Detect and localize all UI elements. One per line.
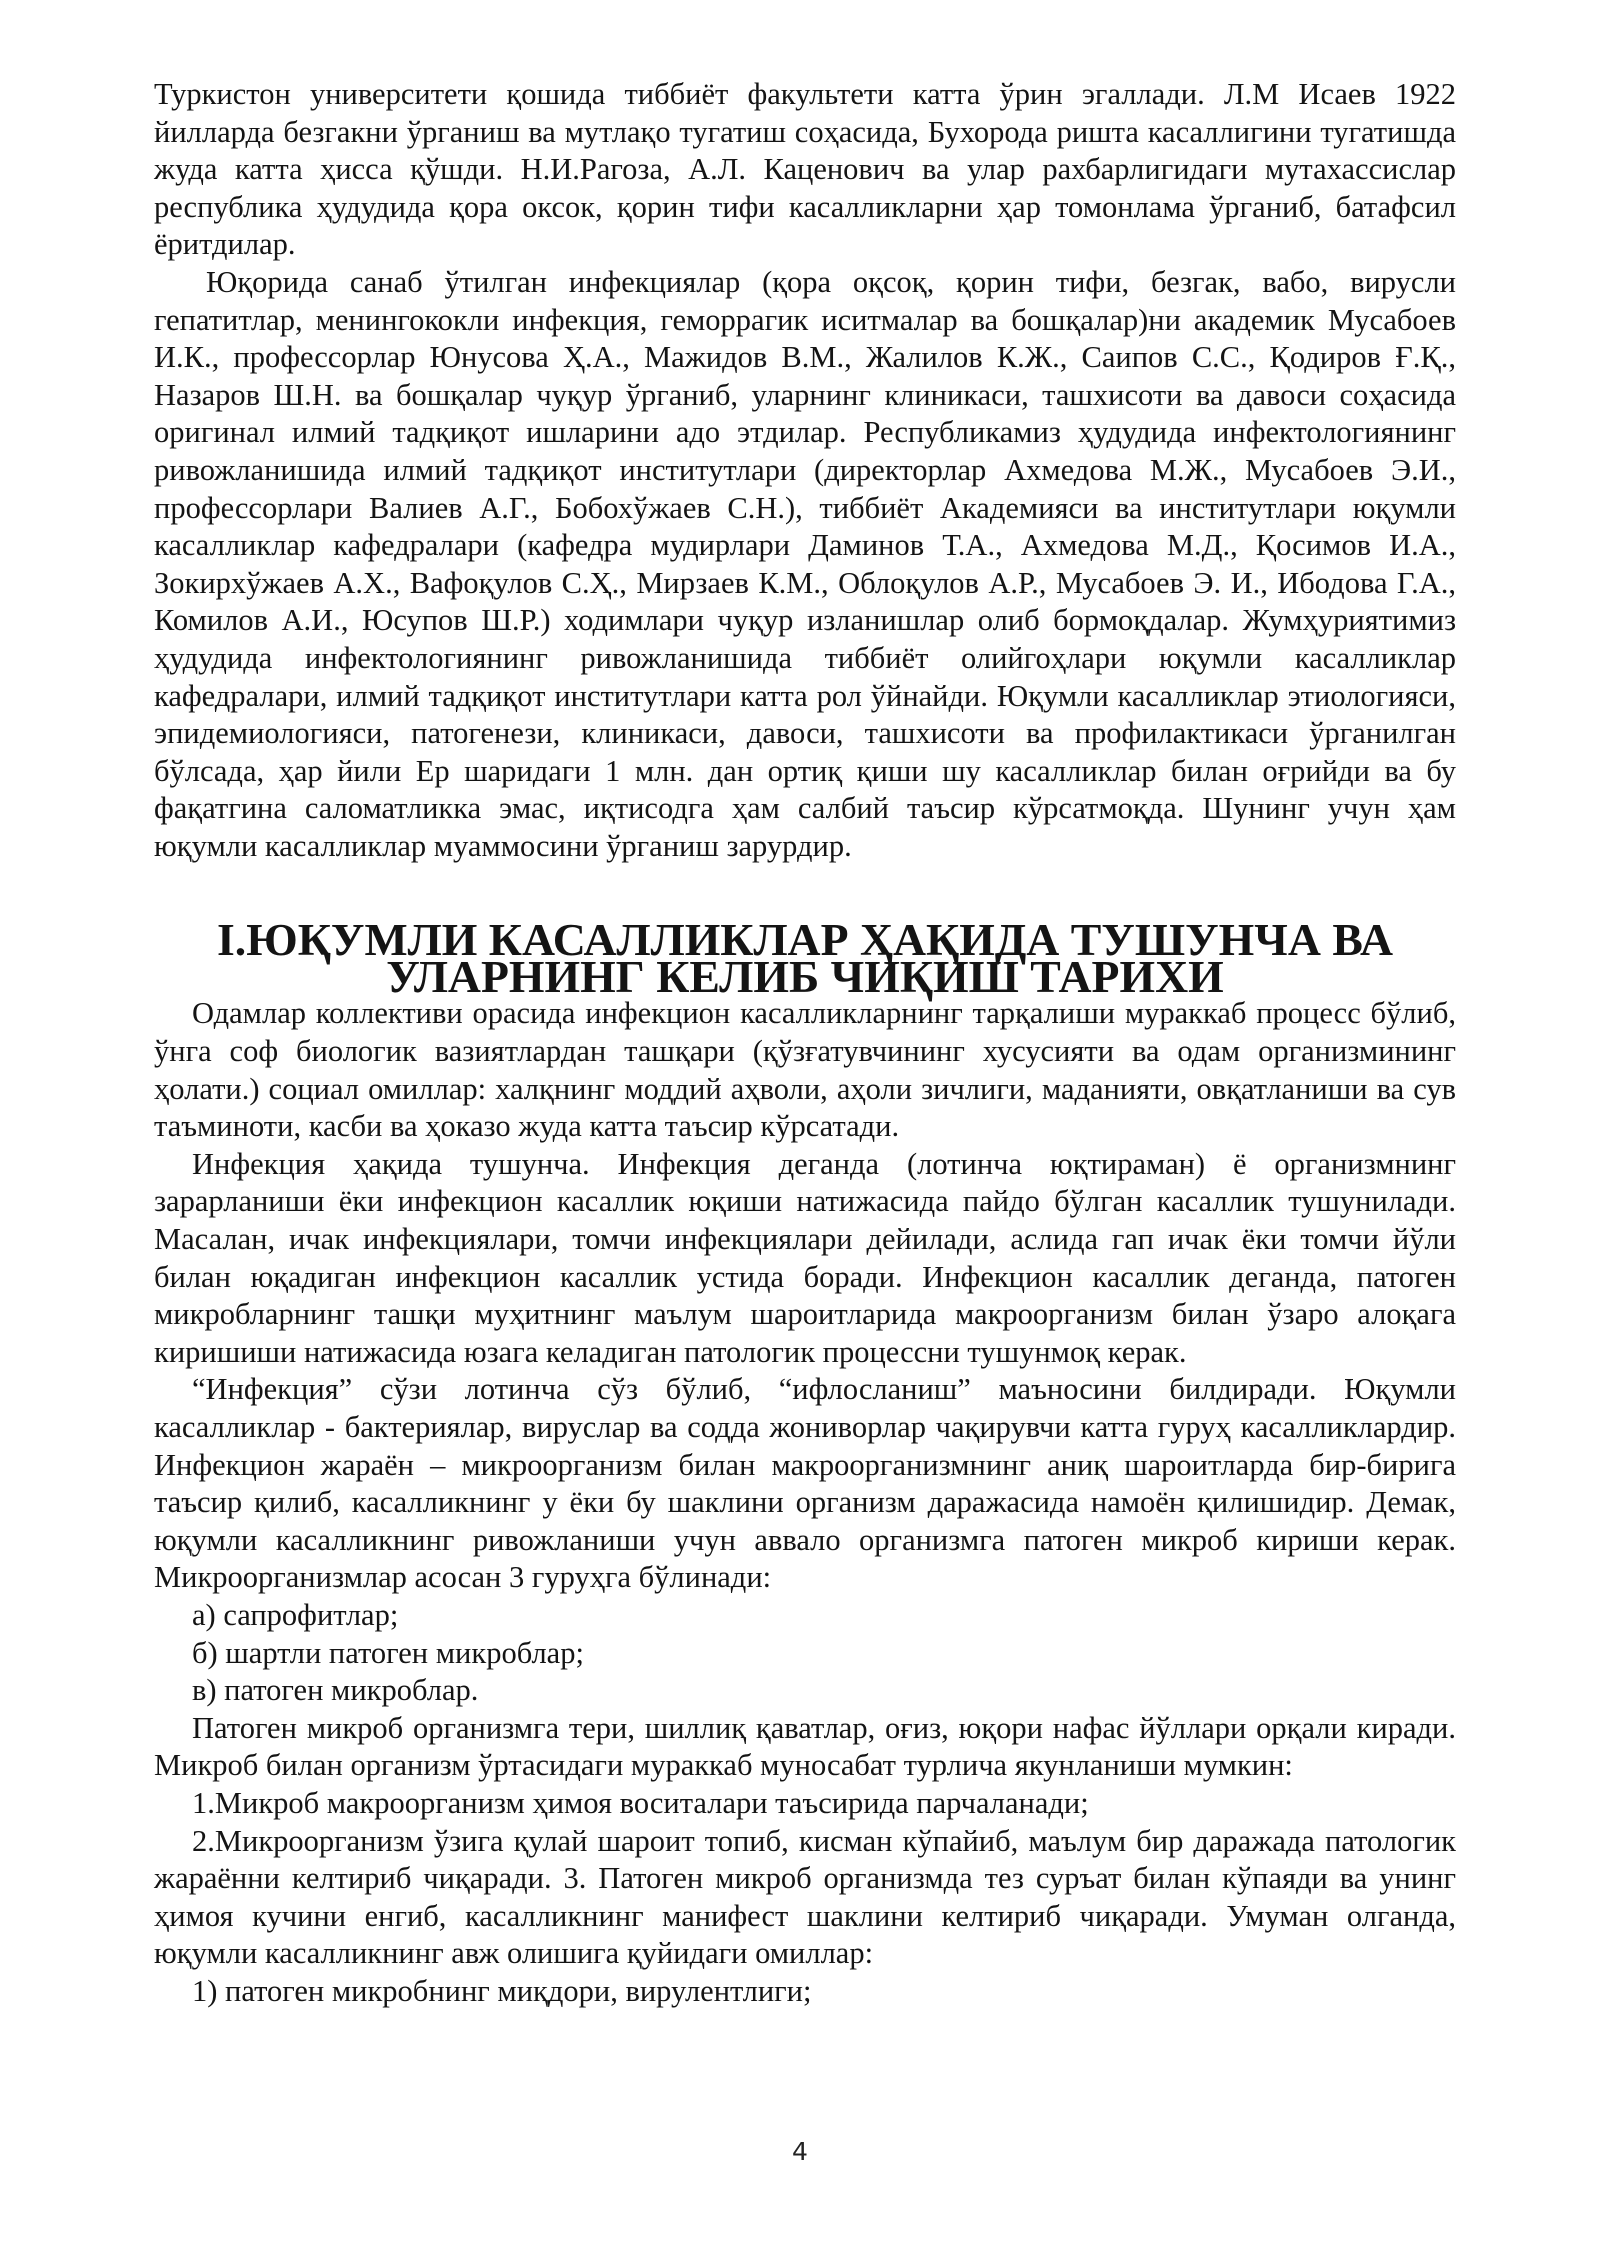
list-item-factor-1: 1) патоген микробнинг миқдори, вирулентлиги;: [192, 1973, 812, 2008]
paragraph-social-factors: Одамлар коллективи орасида инфекцион касалликларнинг тарқалиши мураккаб процесс бўлиб, ўнга соф биологик вазиятлардан ташқари (қўзғатувчининг хусусияти ва одам организмининг ҳолати.) социал омиллар: халқнинг моддий аҳволи, аҳоли зичлиги, маданияти, овқатланиши ва сув таъминоти, касби ва ҳоказо жуда катта таъсир кўрсатади.: [154, 996, 1456, 1144]
list-item-saprophytes: а) сапрофитлар;: [192, 1597, 399, 1632]
list-item-conditional-pathogens: б) шартли патоген микроблар;: [192, 1635, 584, 1670]
paragraph-entry-routes: Патоген микроб организмга тери, шиллиқ қаватлар, оғиз, юқори нафас йўллари орқали киради. Микроб билан организм ўртасидаги мураккаб муносабат турлича якунланиши мумкин:: [154, 1710, 1456, 1783]
page-number: 4: [792, 2137, 808, 2166]
paragraph-outcome-2: 2.Микроорганизм ўзига қулай шароит топиб, кисман кўпайиб, маълум бир даражада патологик жараённи келтириб чиқаради. 3. Патоген микроб организмда тез суръат билан кўпаяди ва унинг ҳимоя кучини енгиб, касалликнинг манифест шаклини келтириб чиқаради. Умуман олганда, юқумли касалликнинг авж олишига қуйидаги омиллар:: [154, 1823, 1456, 1971]
paragraph-university: Туркистон университети қошида тиббиёт факультети катта ўрин эгаллади. Л.М Исаев 1922 йилларда безгакни ўрганиш ва мутлақо тугатиш соҳасида, Бухорода ришта касаллигини тугатишда жуда катта ҳисса қўшди. Н.И.Рагоза, А.Л. Каценович ва улар рахбарлигидаги мутахассислар республика ҳудудида қора оксок, қорин тифи касалликларни ҳар томонлама ўрганиб, батафсил ёритдилар.: [154, 77, 1456, 262]
section-spacer: [154, 865, 1456, 921]
paragraph-outcome-1: 1.Микроб макроорганизм ҳимоя воситалари таъсирида парчаланади;: [192, 1785, 1089, 1820]
section-heading: I.ЮҚУМЛИ КАСАЛЛИКЛАР ҲАҚИДА ТУШУНЧА ВА УЛАРНИНГ КЕЛИБ ЧИҚИШ ТАРИХИ: [217, 914, 1393, 1003]
paragraph-infection-concept: Инфекция ҳақида тушунча. Инфекция деганда (лотинча юқтираман) ё организмнинг зарарланиши ёки инфекцион касаллик юқиши натижасида пайдо бўлган касаллик тушунилади. Масалан, ичак инфекциялари, томчи инфекциялари дейилади, аслида гап ичак ёки томчи йўли билан юқадиган инфекцион касаллик устида боради. Инфекцион касаллик деганда, патоген микробларнинг ташқи муҳитнинг маълум шароитларида макроорганизм билан ўзаро алоқага киришиши натижасида юзага келадиган патологик процессни тушунмоқ керак.: [154, 1146, 1456, 1369]
paragraph-researchers: Юқорида санаб ўтилган инфекциялар (қора оқсоқ, қорин тифи, безгак, вабо, вирусли гепатитлар, менингококли инфекция, геморрагик иситмалар ва бошқалар)ни академик Мусабоев И.К., профессорлар Юнусова Ҳ.А., Мажидов В.М., Жалилов К.Ж., Саипов С.С., Қодиров Ғ.Қ., Назаров Ш.Н. ва бошқалар чуқур ўрганиб, уларнинг клиникаси, ташхисоти ва давоси соҳасида оригинал илмий тадқиқот ишларини адо этдилар. Республикамиз ҳудудида инфектологиянинг ривожланишида илмий тадқиқот институтлари (директорлар Ахмедова М.Ж., Мусабоев Э.И., профессорлари Валиев А.Г., Бобохўжаев С.Н.), тиббиёт Академияси ва институтлари юқумли касалликлар кафедралари (кафедра мудирлари Даминов Т.А., Ахмедова М.Д., Қосимов И.А., Зокирхўжаев А.Х., Вафоқулов С.Ҳ., Мирзаев К.М., Облоқулов А.Р., Мусабоев Э. И., Ибодова Г.А., Комилов А.И., Юсупов Ш.Р.) ходимлари чуқур изланишлар олиб бормоқдалар. Жумҳуриятимиз ҳудудида инфектологиянинг ривожланишида тиббиёт олийгоҳлари юқумли касалликлар кафедралари, илмий тадқиқот институтлари катта рол ўйнайди. Юқумли касалликлар этиологияси, эпидемиологияси, патогенези, клиникаси, давоси, ташхисоти ва профилактикаси ўрганилган бўлсада, ҳар йили Ер шаридаги 1 млн. дан ортиқ қиши шу касалликлар билан оғрийди ва бу фақатгина саломатликка эмас, иқтисодга ҳам салбий таъсир кўрсатмоқда. Шунинг учун ҳам юқумли касалликлар муаммосини ўрганиш зарурдир.: [154, 264, 1456, 863]
document-page: [154, 76, 1456, 2011]
paragraph-infection-word: “Инфекция” сўзи лотинча сўз бўлиб, “ифлосланиш” маъносини билдиради. Юқумли касалликлар - бактериялар, вируслар ва содда жониворлар чақирувчи катта гуруҳ касалликлардир. Инфекцион жараён – микроорганизм билан макроорганизмнинг аниқ шароитларда бир-бирига таъсир қилиб, касалликнинг у ёки бу шаклини организм даражасида намоён қилишидир. Демак, юқумли касалликнинг ривожланиши учун аввало организмга патоген микроб кириши керак. Микроорганизмлар асосан 3 гуруҳга бўлинади:: [154, 1372, 1456, 1595]
list-item-pathogens: в) патоген микроблар.: [192, 1673, 479, 1708]
